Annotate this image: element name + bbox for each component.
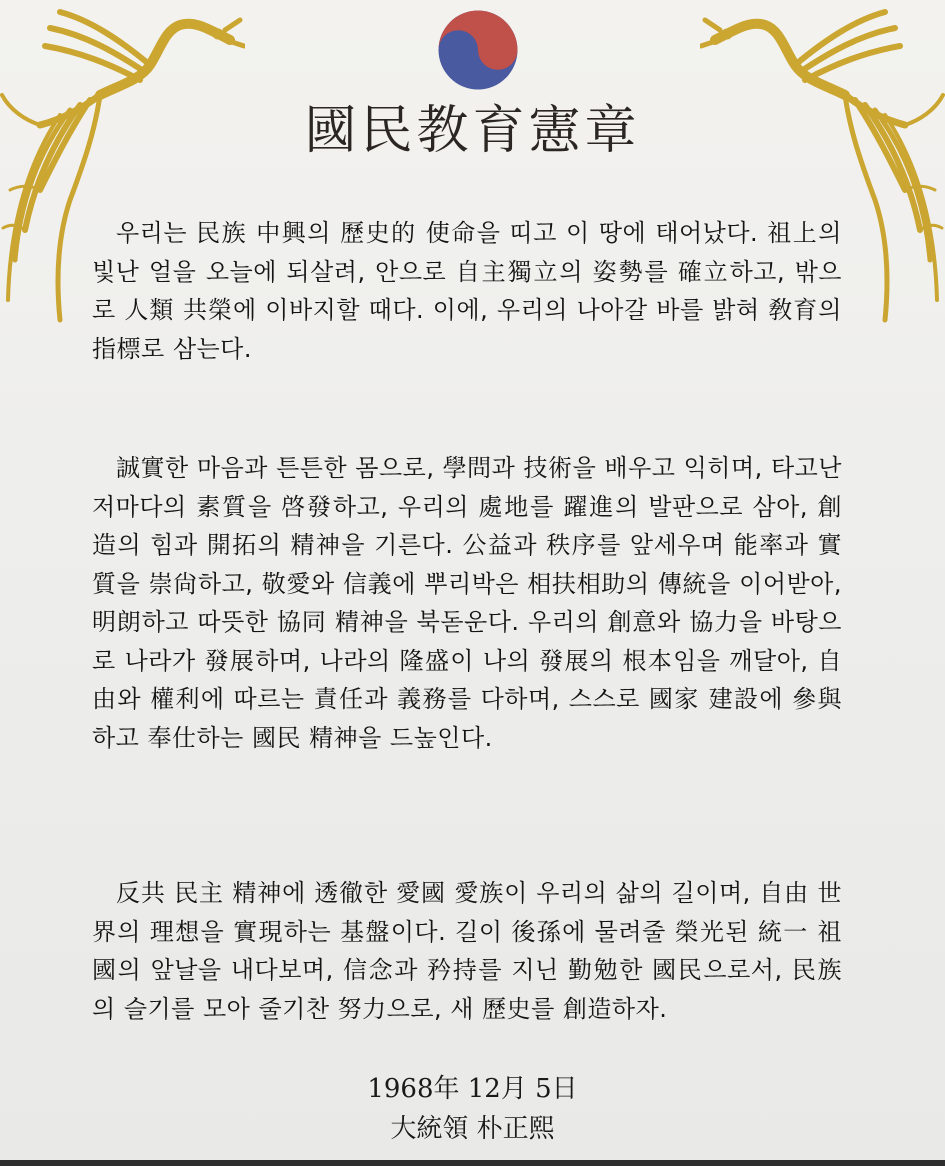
frame-bottom-edge [0, 1160, 945, 1166]
charter-paragraph-3: 反共 民主 精神에 透徹한 愛國 愛族이 우리의 삶의 길이며, 自由 世界의 理想을 實現하는 基盤이다. 길이 後孫에 물려줄 榮光된 統一 祖國의 앞날을 내다보며, 信念과 矜持를 지닌 勤勉한 國民으로서, 民族의 슬기를 모아 줄기찬 努力으로, 새 歷史를 創造하자. [92, 879, 842, 1023]
page-title: 國民教育憲章 [304, 101, 641, 161]
charter-paragraph-2: 誠實한 마음과 튼튼한 몸으로, 學問과 技術을 배우고 익히며, 타고난 저마다의 素質을 啓發하고, 우리의 處地를 躍進의 발판으로 삼아, 創造의 힘과 開拓의 精神을 기른다. 公益과 秩序를 앞세우며 能率과 實質을 崇尙하고, 敬愛와 信義에 뿌리박은 相扶相助의 傳統을 이어받아, 明朗하고 따뜻한 協同 精神을 북돋운다. 우리의 創意와 協力을 바탕으로 나라가 發展하며, 나라의 隆盛이 나의 發展의 根本임을 깨달아, 自由와 權利에 따르는 責任과 義務를 다하며, 스스로 國家 建設에 參與하고 奉仕하는 國民 精神을 드높인다. [92, 454, 842, 752]
taegeuk-icon [436, 8, 520, 92]
proclamation-date: 1968年 12月 5日 [367, 1074, 578, 1104]
signer-name: 大統領 朴正熙 [390, 1114, 555, 1144]
charter-paragraph-1: 우리는 民族 中興의 歷史的 使命을 띠고 이 땅에 태어났다. 祖上의 빛난 얼을 오늘에 되살려, 안으로 自主獨立의 姿勢를 確立하고, 밖으로 人類 共榮에 이바지할 때다. 이에, 우리의 나아갈 바를 밝혀 敎育의 指標로 삼는다. [92, 219, 842, 363]
